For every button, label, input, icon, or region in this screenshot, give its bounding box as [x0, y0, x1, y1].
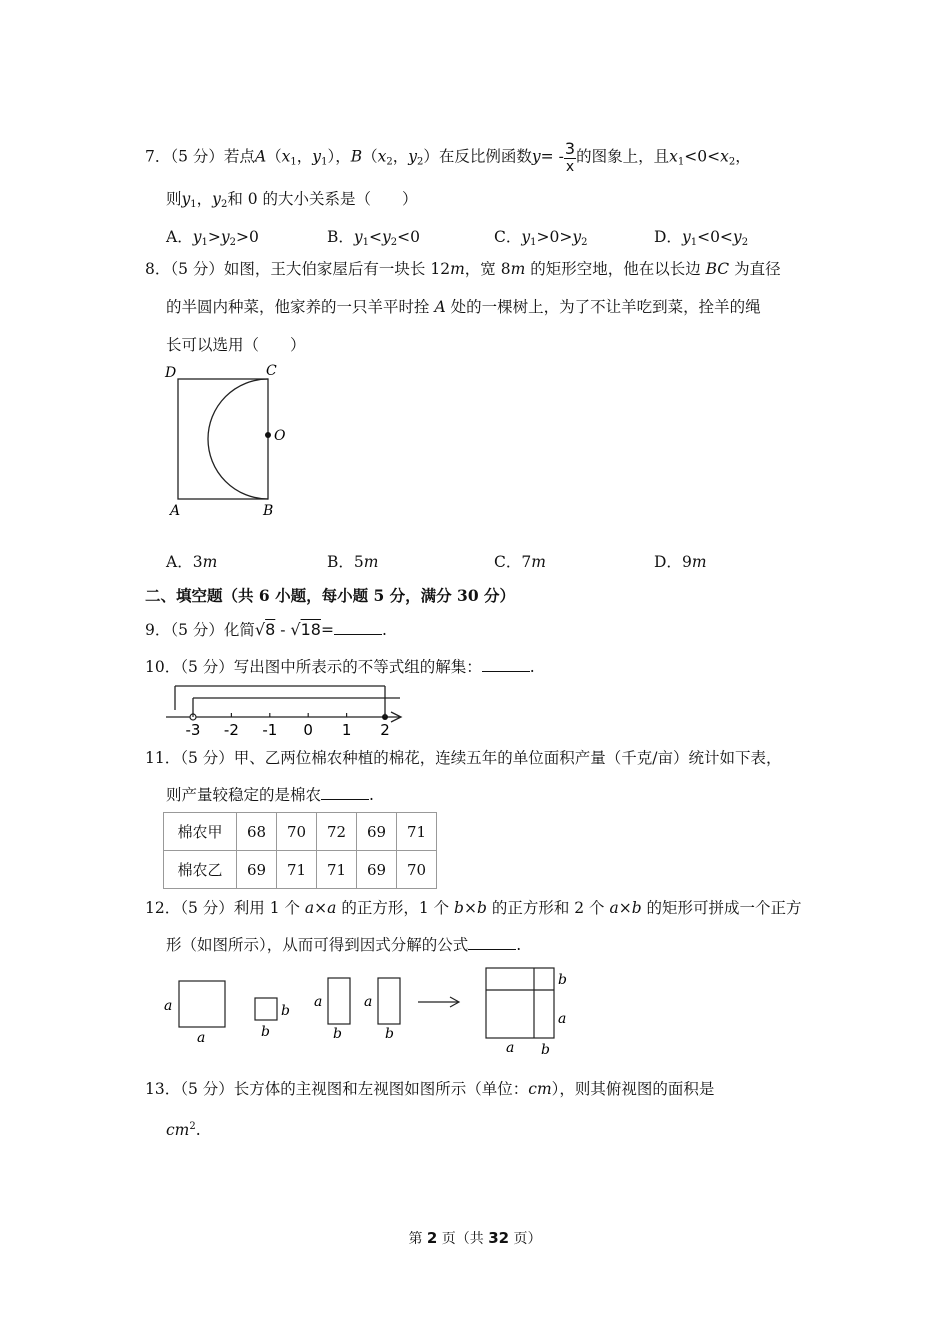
label-c: C [266, 363, 277, 379]
label-o: O [274, 428, 286, 444]
svg-text:b: b [541, 1042, 550, 1058]
answer-blank[interactable] [468, 935, 516, 950]
sqrt-18: √18 [290, 620, 321, 639]
q10-number-line [160, 680, 410, 740]
svg-text:a: a [558, 1011, 567, 1027]
q11-line2: 则产量较稳定的是棉农 . [166, 786, 374, 804]
tick-label: -1 [262, 721, 278, 739]
q11-line1: 11．（5 分）甲、乙两位棉农种植的棉花，连续五年的单位面积产量（千克/亩）统计如下表， [145, 749, 782, 767]
svg-text:a: a [164, 998, 173, 1014]
label-d: D [165, 365, 177, 381]
svg-text:a: a [364, 994, 373, 1010]
q7-line1: 7．（5 分）若点$A(x_1$，$y_1$），$B(x_2$，$y_2$）在反比例函数y= - $\frac{3}{x}$ 的图象上，且$x_1<0<x_2$， [145, 139, 751, 175]
q8-line3: 长可以选用（ ） [166, 336, 306, 354]
q8-option-b: B．5m [327, 553, 379, 571]
q12-line1: 12．（5 分）利用 1 个 a×a 的正方形，1 个 b×b 的正方形和 2 个 a×b 的矩形可拼成一个正方 [145, 899, 802, 917]
tick-label: -2 [223, 721, 239, 739]
q8-line1: 8．（5 分）如图，王大伯家屋后有一块长 12m，宽 8m 的矩形空地，他在以长边 BC 为直径 [145, 260, 781, 278]
q8-line2: 的半圆内种菜，他家养的一只羊平时拴 A 处的一棵树上，为了不让羊吃到菜，拴羊的绳 [166, 298, 761, 316]
label-b: B [263, 503, 274, 519]
tick-label: 2 [380, 721, 390, 739]
q8-figure-rectangle-semicircle [160, 360, 300, 525]
q10-line: 10．（5 分）写出图中所表示的不等式组的解集： . [145, 658, 535, 676]
q12-figure-squares [160, 960, 580, 1060]
svg-text:b: b [558, 972, 567, 988]
q7-option-a: A．$y_1>y_2>0$ [166, 228, 259, 248]
q13-line1: 13．（5 分）长方体的主视图和左视图如图所示（单位：cm），则其俯视图的面积是 [145, 1080, 715, 1098]
q9-line: 9．（5 分）化简√8 - √18= . [145, 620, 387, 639]
page-footer: 第 2 页（共 32 页） [408, 1229, 542, 1247]
q7-line2: 则$y_1$，$y_2$和 0 的大小关系是（ ） [166, 190, 418, 210]
q8-option-a: A．3m [166, 553, 218, 571]
tick-label: 0 [303, 721, 313, 739]
center-point-o [265, 432, 271, 438]
q12-line2: 形（如图所示），从而可得到因式分解的公式 . [166, 936, 522, 954]
svg-text:b: b [385, 1026, 394, 1042]
svg-text:a: a [197, 1030, 206, 1046]
sqrt-8: √8 [254, 620, 276, 639]
section-heading-fill-in: 二、填空题（共 6 小题，每小题 5 分，满分 30 分） [145, 586, 516, 605]
table-row: 棉农乙 69 71 71 69 70 [164, 851, 437, 889]
svg-text:b: b [261, 1024, 270, 1040]
svg-text:a: a [506, 1040, 515, 1056]
fraction-3-over-x: $\frac{3}{x}$ [564, 139, 576, 175]
answer-blank[interactable] [482, 657, 530, 672]
q7-option-d: D．$y_1<0<y_2$ [654, 228, 749, 248]
q13-line2: $cm^2$. [166, 1121, 201, 1139]
answer-blank[interactable] [334, 620, 382, 635]
yield-table [163, 812, 437, 889]
q7-option-c: C．$y_1>0>y_2$ [494, 228, 588, 248]
q8-option-d: D．9m [654, 553, 707, 571]
svg-text:b: b [281, 1003, 290, 1019]
table-row: 棉农甲 68 70 72 69 71 [164, 813, 437, 851]
semicircle [208, 379, 268, 499]
tick-label: 1 [341, 721, 352, 739]
q8-option-c: C．7m [494, 553, 546, 571]
svg-text:b: b [333, 1026, 342, 1042]
tick-label: -3 [185, 721, 201, 739]
answer-blank[interactable] [321, 785, 369, 800]
label-a: A [170, 503, 181, 519]
rectangle-abcd [178, 379, 268, 499]
svg-text:a: a [314, 994, 323, 1010]
q7-option-b: B．$y_1<y_2<0$ [327, 228, 421, 248]
